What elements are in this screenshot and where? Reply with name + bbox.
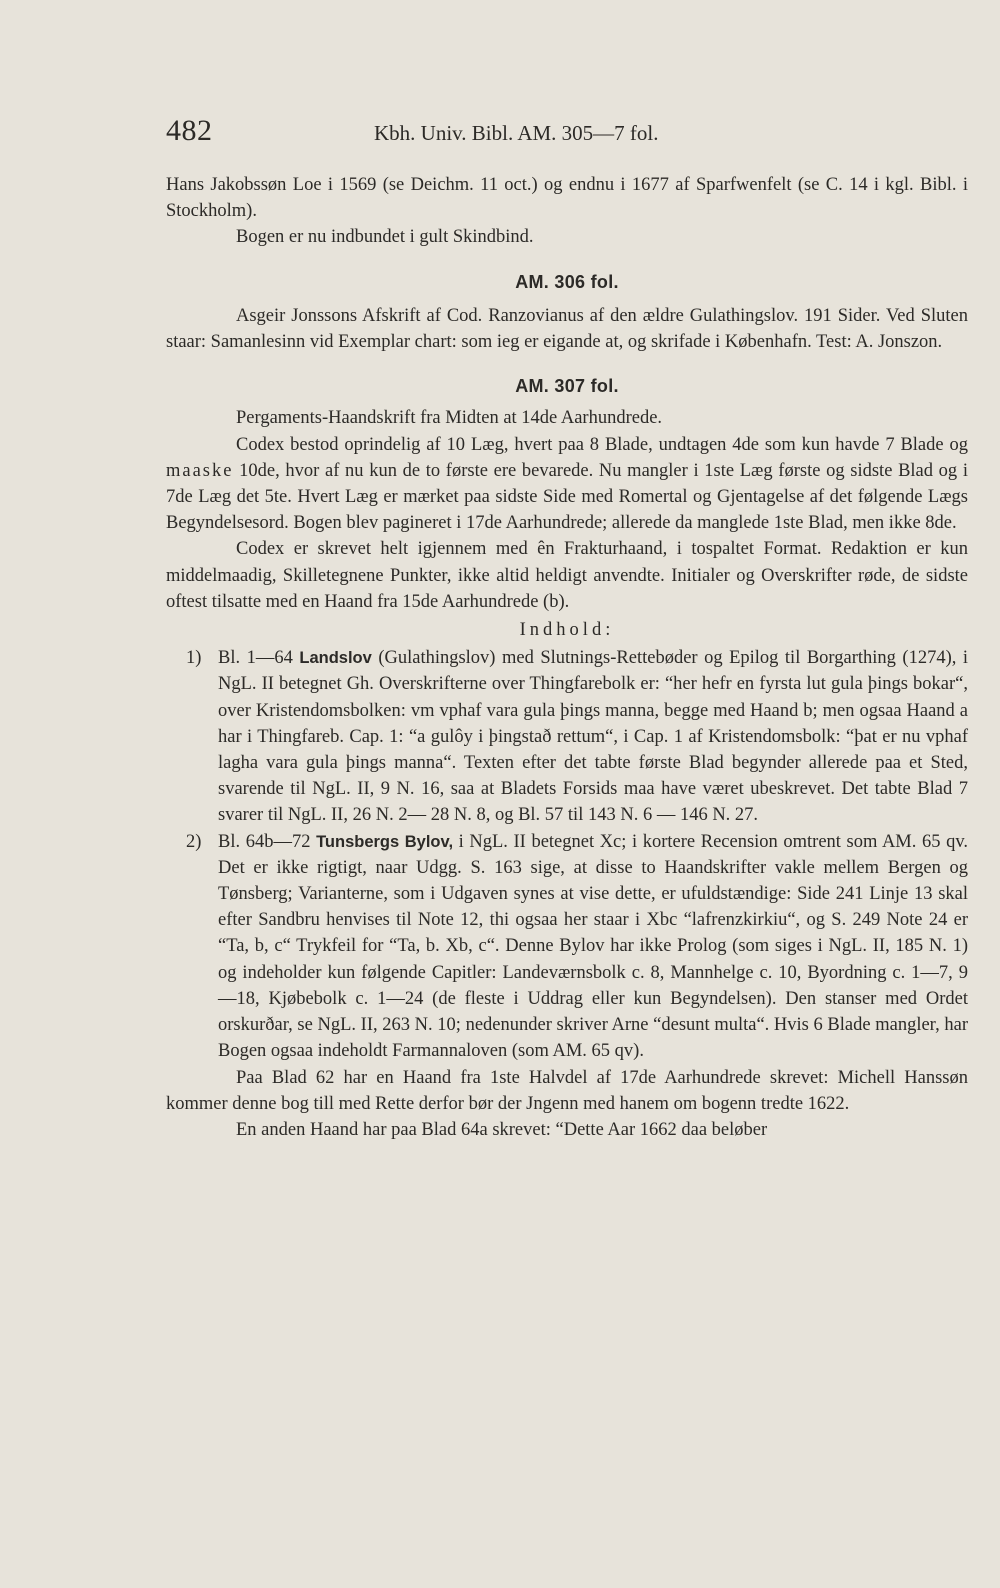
item-title: Tunsbergs Bylov, — [316, 832, 454, 851]
contents-heading: Indhold: — [519, 620, 615, 641]
item-text-a: Bl. 1—64 — [218, 648, 300, 669]
item-text-a: Bl. 64b—72 — [218, 831, 317, 852]
item-text-b: i NgL. II betegnet Xc; i kortere Recension omtrent som AM. 65 qv. Det er ikke rigtigt, naar Udgg. S. 163 sige, at disse to Haandskrifter vakle mellem Bergen og Tønsberg; Varianterne, som i Udgaven synes at vise dette, er ufuldstændige: Side 241 Linje 13 skal efter Sandbru henvises til Note 12, thi ogsaa her staar i Xbc “lafrenzkirkiu“, og S. 249 Note 24 er “Ta, b, c“ Trykfeil for “Ta, b. Xb, c“. Denne Bylov har ikke Prolog (som siges i NgL. II, 185 N. 1) og indeholder kun følgende Capitler: Landeværnsbolk c. 8, Mannhelge c. 10, Byordning c. 1—7, 9—18, Kjøbebolk c. 1—24 (de fleste i Uddrag eller kun Begyndelsen). Den stanser med Ordet orskurðar, se NgL. II, 263 N. 10; nedenunder skriver Arne “desunt multa“. Hvis 6 Blade mangler, har Bogen ogsaa indeholdt Farmannaloven (som AM. 65 qv). — [218, 831, 969, 1062]
am307-p2-text-b: 10de, hvor af nu kun de to første ere bevarede. Nu mangler i 1ste Læg første og sidste Blad og i 7de Læg det 5te. Hvert Læg er mærket paa sidste Side med Romertal og Gjentagelse af det følgende Lægs Begyndelsesord. Bogen blev pagineret i 17de Aarhundrede; allerede da manglede 1ste Blad, men ikke 8de. — [166, 460, 968, 534]
section-heading-am306: AM. 306 fol. — [515, 271, 619, 292]
item-number: 1) — [186, 648, 202, 669]
contents-item-2 — [166, 829, 968, 1065]
closing-paragraph-1: Paa Blad 62 har en Haand fra 1ste Halvdel af 17de Aarhundrede skrevet: Michell Hanssøn kommer denne bog till med Rette derfor bør der Jngenn med hanem om bogenn tredte 1622. — [166, 1067, 968, 1114]
binding-note: Bogen er nu indbundet i gult Skindbind. — [236, 227, 534, 248]
page-header — [166, 114, 966, 154]
am306-description: Asgeir Jonssons Afskrift af Cod. Ranzovianus af den ældre Gulathingslov. 191 Sider. Ved Sluten staar: Samanlesinn vid Exemplar chart: som ieg er eigande at, og skrifade i Københafn. Test: A. Jonszon. — [166, 305, 968, 353]
page-body — [166, 172, 968, 1143]
contents-item-1 — [166, 645, 968, 828]
am307-p2-text-a: Codex bestod oprindelig af 10 Læg, hvert paa 8 Blade, undtagen 4de som kun havde 7 Blade og — [236, 434, 968, 455]
am307-paragraph-3: Codex er skrevet helt igjennem med ên Frakturhaand, i tospaltet Format. Redaktion er kun middelmaadig, Skilletegnene Punkter, ikke altid heldigt anvendte. Initialer og Overskrifter røde, de sidste oftest tilsatte med en Haand fra 15de Aarhundrede (b). — [166, 539, 968, 612]
item-title: Landslov — [299, 649, 372, 668]
section-heading-am307: AM. 307 fol. — [515, 376, 619, 397]
closing-paragraph-2: En anden Haand har paa Blad 64a skrevet: “Dette Aar 1662 daa beløber — [236, 1119, 768, 1140]
running-head: Kbh. Univ. Bibl. AM. 305—7 fol. — [374, 121, 659, 145]
item-text-b: (Gulathingslov) med Slutnings-Rettebøder og Epilog til Borgarthing (1274), i NgL. II betegnet Gh. Overskrifterne over Thingfarebolk er: “her hefr en fyrsta lut gula þings bokar“, over Kristendomsbolken: vm vphaf vara gula þings manna, begge med Haand b; men ogsaa Haand a har i Thingfareb. Cap. 1: “a gulôy i þingstað rettum“, i Cap. 1 af Kristendomsbolk: “þat er nu vphaf lagha vara gula þings manna“. Texten efter det tabte første Blad begynder allerede paa et Sted, svarende til NgL. II, 9 N. 16, saa at Bladets Forsids maa have været ubeskrevet. Det tabte Blad 7 svarer til NgL. II, 26 N. 2— 28 N. 8, og Bl. 57 til 143 N. 6 — 146 N. 27. — [218, 648, 969, 826]
am307-paragraph-2 — [166, 432, 968, 537]
item-number: 2) — [186, 831, 202, 852]
page-number: 482 — [166, 114, 213, 147]
am307-p2-spaced-word: maaske — [166, 460, 234, 481]
am307-paragraph-1: Pergaments-Haandskrift fra Midten at 14de Aarhundrede. — [236, 408, 663, 429]
intro-paragraph: Hans Jakobssøn Loe i 1569 (se Deichm. 11 oct.) og endnu i 1677 af Sparfwenfelt (se C. 14 i kgl. Bibl. i Stockholm). — [166, 175, 968, 222]
